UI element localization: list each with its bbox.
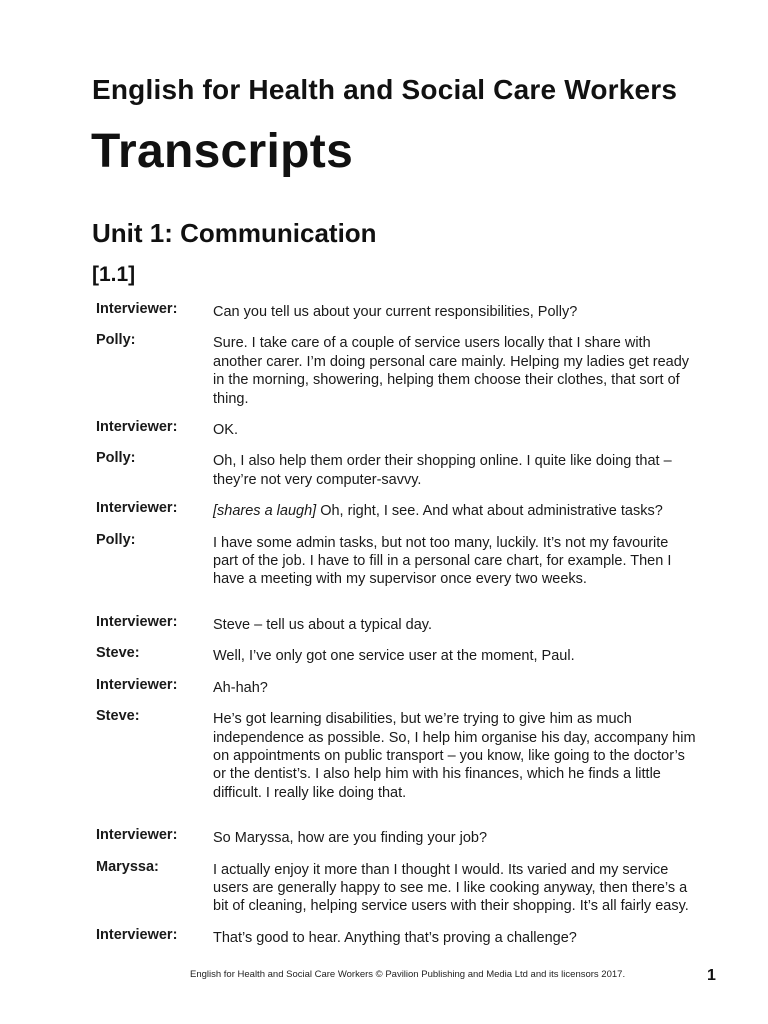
transcript-row xyxy=(96,926,696,947)
speaker-label: Steve: xyxy=(96,708,140,725)
dialogue-text: That’s good to hear. Anything that’s proving a challenge? xyxy=(213,929,577,946)
stage-direction: [shares a laugh] xyxy=(213,503,317,520)
page-number: 1 xyxy=(707,967,716,984)
speaker-label: Interviewer: xyxy=(96,926,178,943)
transcript-row xyxy=(96,676,696,697)
speaker-label: Interviewer: xyxy=(96,613,178,630)
dialogue-text-content: Oh, right, I see. And what about administrative tasks? xyxy=(316,503,663,520)
transcript-row xyxy=(96,531,696,589)
speaker-label: Interviewer: xyxy=(96,676,178,693)
speaker-label: Polly: xyxy=(96,450,136,467)
speaker-label: Interviewer: xyxy=(96,301,178,317)
track-label: [1.1] xyxy=(92,263,136,286)
speaker-label: Interviewer: xyxy=(96,419,178,436)
dialogue-text: Sure. I take care of a couple of service users locally that I share with another carer. I’m doing personal care mainly. Helping my ladies get ready in the morning, showering, helping them choose their clothes, that sort of thing. xyxy=(213,335,690,407)
speaker-label: Maryssa: xyxy=(96,858,159,875)
dialogue-text: Well, I’ve only got one service user at the moment, Paul. xyxy=(213,648,575,665)
dialogue-text: I have some admin tasks, but not too many, luckily. It’s not my favourite part of the job. I have to fill in a personal care chart, for example. Then I have a meeting with my supervisor once every two weeks. xyxy=(213,534,672,588)
transcript-row xyxy=(96,499,696,520)
book-title: English for Health and Social Care Workers xyxy=(92,74,678,105)
speaker-label: Steve: xyxy=(96,645,140,662)
unit-title: Unit 1: Communication xyxy=(92,218,377,248)
dialogue-text: Ah-hah? xyxy=(213,679,268,696)
transcript xyxy=(96,300,696,957)
dialogue-text: So Maryssa, how are you finding your job? xyxy=(213,830,488,847)
page-title: Transcripts xyxy=(91,125,354,178)
transcript-row xyxy=(96,449,696,489)
dialogue-text xyxy=(213,499,696,520)
transcript-row xyxy=(96,331,696,408)
dialogue-text: OK. xyxy=(213,422,238,439)
transcript-row xyxy=(96,858,696,916)
dialogue-text: Oh, I also help them order their shopping online. I quite like doing that – they’re not very computer-savvy. xyxy=(213,453,672,488)
transcript-row xyxy=(96,707,696,802)
transcript-row xyxy=(96,826,696,847)
dialogue-text: He’s got learning disabilities, but we’re trying to give him as much independence as possible. So, I help him organise his day, accompany him on appointments on public transport – you know, like going to the doctor’s or the dentist’s. I also help him with his finances, which he finds a little difficult. I really like doing that. xyxy=(213,711,696,801)
transcript-row xyxy=(96,300,696,321)
transcript-section xyxy=(96,300,696,589)
dialogue-text: I actually enjoy it more than I thought I would. Its varied and my service users are generally happy to see me. I like cooking anyway, then there’s a bit of cleaning, helping service users with their shopping. It’s all fairly easy. xyxy=(213,861,689,915)
speaker-label: Interviewer: xyxy=(96,827,178,844)
transcript-section xyxy=(96,826,696,947)
transcript-row xyxy=(96,613,696,634)
speaker-label: Polly: xyxy=(96,531,136,548)
footer-copyright: English for Health and Social Care Workers © Pavilion Publishing and Media Ltd and its licensors 2017. xyxy=(190,969,626,980)
dialogue-text: Steve – tell us about a typical day. xyxy=(213,616,432,633)
transcript-row xyxy=(96,644,696,665)
transcript-section xyxy=(96,613,696,802)
speaker-label: Polly: xyxy=(96,332,136,349)
speaker-label: Interviewer: xyxy=(96,500,178,517)
transcript-row xyxy=(96,418,696,439)
dialogue-text: Can you tell us about your current responsibilities, Polly? xyxy=(213,304,578,320)
